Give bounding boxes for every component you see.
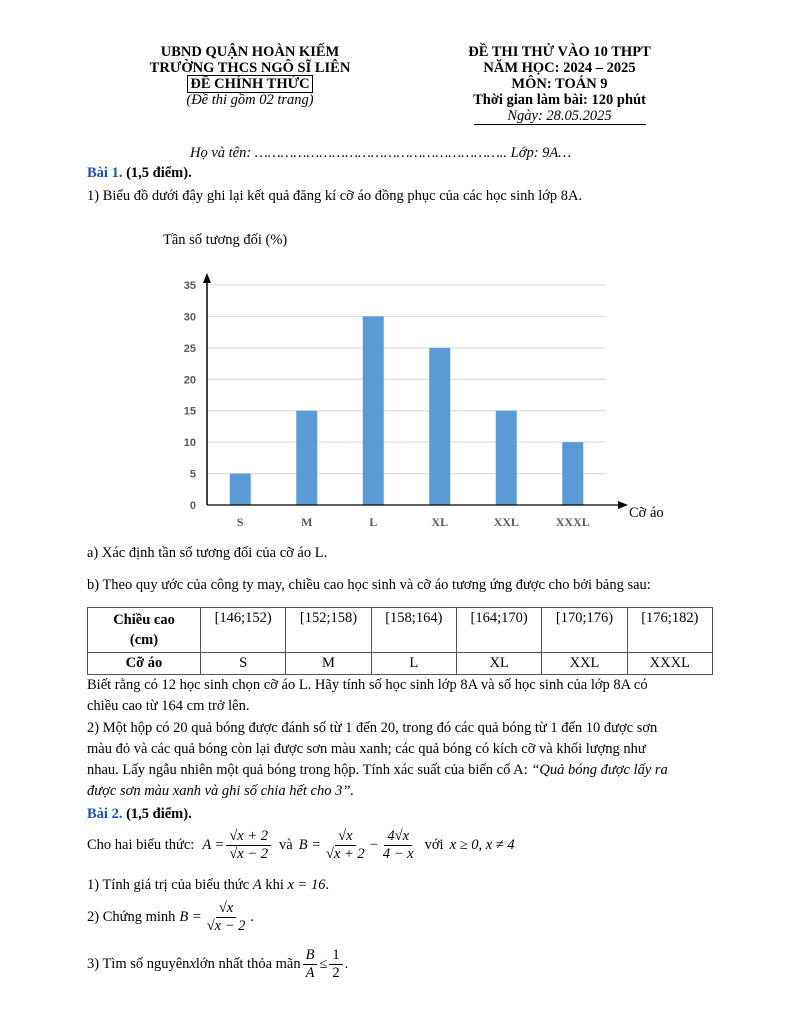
y-tick-label: 30 [183, 311, 196, 324]
q3-var: x [189, 956, 196, 972]
bai2-expressions [87, 828, 727, 863]
school-year: NĂM HỌC: 2024 – 2025 [483, 60, 636, 76]
bar-s [230, 474, 251, 505]
subject: MÔN: TOÁN 9 [511, 76, 608, 92]
height-header-label: Chiều cao [113, 612, 175, 628]
x-tick-label: XL [431, 515, 449, 529]
exam-header [462, 44, 657, 125]
y-tick-label: 15 [183, 405, 196, 418]
x-axis-arrow-icon [618, 501, 628, 509]
exam-date: Ngày: 28.05.2025 [474, 108, 646, 125]
bai2-q1 [87, 877, 329, 894]
expr-b-lhs: B = [298, 837, 321, 853]
bai1-after-table [87, 675, 717, 717]
expr-b-denominator-2: 4 − x [382, 846, 414, 862]
q3-fraction-1 [303, 947, 318, 982]
domain-condition: x ≥ 0, x ≠ 4 [449, 837, 515, 853]
expr-a-numerator: √x + 2 [226, 828, 271, 846]
x-tick-label: XXL [493, 515, 519, 529]
q3-numerator-1: B [303, 947, 318, 965]
table-cell: L [371, 653, 456, 675]
bai1-question-a: a) Xác định tần số tương đối của cỡ áo L. [87, 545, 328, 561]
x-tick-label: L [369, 515, 378, 529]
q1-when: khi [261, 877, 288, 893]
bar-xl [429, 348, 450, 505]
y-tick-label: 5 [189, 468, 196, 481]
expr-b-numerator-2: 4√x [384, 828, 412, 846]
q3-text: 3) Tìm số nguyên [87, 956, 190, 972]
and-word: và [279, 837, 293, 853]
q2-quote-b: được sơn màu xanh và ghi số chia hết cho 3”. [87, 783, 355, 799]
x-tick-label: M [301, 515, 313, 529]
q2-quote-a: “Quả bóng được lấy ra [531, 762, 668, 778]
height-unit-label: (cm) [129, 632, 159, 648]
q2-denominator: √x − 2 [206, 918, 246, 934]
shirt-size-bar-chart [150, 225, 680, 535]
bai1-title: Bài 1. [87, 165, 123, 181]
q1-cond: x = 16 [287, 877, 326, 893]
after-table-line1: Biết rằng có 12 học sinh chọn cỡ áo L. Hãy tính số học sinh lớp 8A và số học sinh của lớp 8A có [87, 677, 648, 693]
expr-b-denominator-1: √x + 2 [326, 846, 365, 862]
table-cell: [164;170) [456, 608, 541, 653]
bai2-title: Bài 2. [87, 806, 123, 822]
y-tick-label: 25 [183, 342, 196, 355]
bai1-question-b: b) Theo quy ước của công ty may, chiều cao học sinh và cỡ áo tương ứng được cho bởi bảng sau: [87, 577, 651, 593]
table-cell: [146;152) [201, 608, 286, 653]
bar-xxxl [562, 442, 583, 505]
expr-a-lhs: A = [202, 837, 225, 853]
q3-numerator-2: 1 [329, 947, 342, 965]
bar-l [363, 316, 384, 505]
bai2-heading [87, 806, 192, 823]
table-header-cell: Cỡ áo [88, 653, 201, 675]
table-cell: [170;176) [542, 608, 627, 653]
q3-denominator-1: A [305, 965, 315, 981]
table-cell: [158;164) [371, 608, 456, 653]
y-tick-label: 35 [183, 280, 196, 292]
bai2-q3: 3) Tìm số nguyên x lớn nhất thỏa mãn $\frac{B}{A}$ ≤ $\frac{1}{2}$ . [87, 947, 349, 981]
table-row [88, 653, 713, 675]
q1-end: . [325, 877, 330, 893]
bai1-points: (1,5 điểm). [126, 165, 192, 181]
y-axis-arrow-icon [203, 273, 211, 283]
x-axis-label: Cỡ áo [629, 505, 664, 521]
q2-fraction [204, 900, 249, 935]
school-name: TRƯỜNG THCS NGÔ SĨ LIÊN [149, 60, 351, 76]
bar-xxl [496, 411, 517, 505]
district-name: UBND QUẬN HOÀN KIẾM [160, 44, 340, 60]
table-cell: XL [456, 653, 541, 675]
q2-line1: 2) Một hộp có 20 quả bóng được đánh số từ 1 đến 20, trong đó các quả bóng từ 1 đến 10 được sơn [87, 720, 658, 736]
q3-relation: ≤ [319, 956, 328, 972]
after-table-line2: chiều cao từ 164 cm trở lên. [87, 698, 250, 714]
table-cell: XXL [542, 653, 627, 675]
bai1-heading [87, 165, 192, 182]
q3-denominator-2: 2 [332, 965, 340, 981]
expr-a-denominator: √x − 2 [229, 846, 269, 862]
q2-lhs: B = [179, 909, 202, 925]
q2-numerator: √x [216, 900, 236, 918]
bai1-q1-text: 1) Biểu đồ dưới đây ghi lại kết quả đăng kí cỡ áo đồng phục của các học sinh lớp 8A. [87, 188, 583, 204]
table-cell: XXXL [627, 653, 712, 675]
with-word: với [424, 837, 444, 853]
q2-line3: nhau. Lấy ngẫu nhiên một quả bóng trong hộp. Tính xác suất của biến cố A: [87, 762, 532, 778]
duration: Thời gian làm bài: 120 phút [473, 92, 646, 108]
table-row [88, 608, 713, 653]
table-cell: [176;182) [627, 608, 712, 653]
expr-b-fraction-1 [323, 828, 368, 863]
y-tick-label: 10 [183, 437, 196, 450]
q3-fraction-2 [329, 947, 342, 982]
q2-text: 2) Chứng minh [87, 909, 176, 925]
expr-b-fraction-2 [380, 828, 417, 863]
bai1-q2 [87, 718, 715, 802]
q2-line2: màu đỏ và các quả bóng còn lại được sơn màu xanh; các quả bóng có kích cỡ và khối lượng như [87, 741, 646, 757]
height-size-table [87, 607, 713, 675]
page-count-note: (Đề thi gồm 02 trang) [186, 92, 314, 108]
expr-a-fraction [226, 828, 271, 863]
table-cell: M [286, 653, 371, 675]
x-tick-label: XXXL [555, 515, 590, 529]
y-axis-label: Tần số tương đối (%) [163, 232, 288, 248]
x-tick-label: S [236, 515, 244, 529]
official-label: ĐỀ CHÍNH THỨC [187, 75, 312, 93]
student-info-line: Họ và tên: ………………………………………………….. Lớp: 9A… [190, 145, 572, 161]
y-tick-label: 0 [189, 500, 196, 512]
bai2-points: (1,5 điểm). [126, 806, 192, 822]
q3-text2: lớn nhất thỏa mãn [195, 956, 301, 972]
table-cell: [152;158) [286, 608, 371, 653]
exam-title: ĐỀ THI THỬ VÀO 10 THPT [468, 44, 651, 60]
table-header-cell [88, 608, 201, 653]
expr-b-numerator-1: √x [335, 828, 355, 846]
q1-text: 1) Tính giá trị của biểu thức [87, 877, 253, 893]
bar-m [296, 411, 317, 505]
y-tick-label: 20 [183, 374, 196, 387]
expr-b-minus: − [369, 837, 378, 853]
bai2-q2: 2) Chứng minh B = $\frac{√x}{√x - 2}$ . [87, 900, 255, 934]
table-cell: S [201, 653, 286, 675]
q1-var: A [252, 877, 262, 893]
school-header [120, 44, 380, 108]
bai2-intro: Cho hai biểu thức: [87, 837, 195, 853]
